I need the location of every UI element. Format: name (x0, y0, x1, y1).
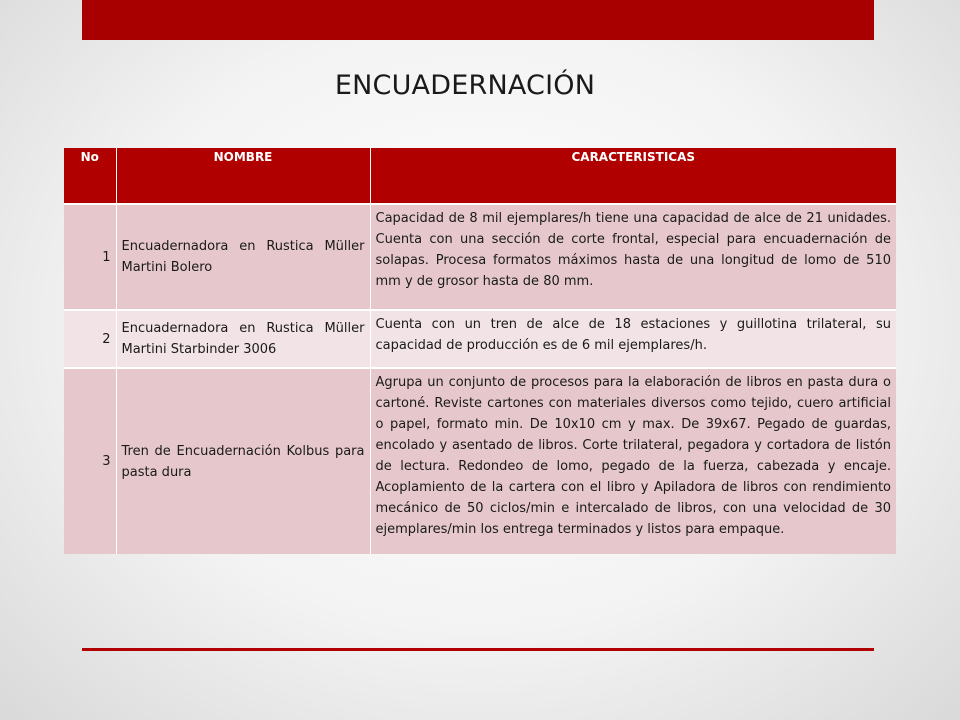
table-row (64, 204, 896, 310)
table-header-row (64, 148, 896, 204)
table-row (64, 310, 896, 368)
row-number: 2 (64, 310, 116, 368)
machine-characteristics: Agrupa un conjunto de procesos para la elaboración de libros en pasta dura o cartoné. Reviste cartones con materiales diversos como tejido, cuero artificial o papel, formato min. De 10x10 cm y max. De 39x67. Pegado de guardas, encolado y asentado de libros. Corte trilateral, pegadora y cortadora de listón de lectura. Redondeo de lomo, pegado de la fuerza, cabezada y encaje. Acoplamiento de la cartera con el libro y Apiladora de libros con rendimiento mecánico de 50 ciclos/min e intercalado de libros, con una velocidad de 30 ejemplares/min los entrega terminados y listos para empaque. (370, 368, 896, 554)
table-row (64, 368, 896, 554)
bottom-accent-line (82, 648, 874, 651)
machine-name: Encuadernadora en Rustica Müller Martini Bolero (116, 204, 370, 310)
slide-title: ENCUADERNACIÓN (334, 70, 596, 101)
machine-name: Encuadernadora en Rustica Müller Martini Starbinder 3006 (116, 310, 370, 368)
row-number: 1 (64, 204, 116, 310)
machine-name: Tren de Encuadernación Kolbus para pasta dura (116, 368, 370, 554)
machine-characteristics: Capacidad de 8 mil ejemplares/h tiene una capacidad de alce de 21 unidades. Cuenta con una sección de corte frontal, especial para encuadernación de solapas. Procesa formatos máximos hasta de una longitud de lomo de 510 mm y de grosor hasta de 80 mm. (370, 204, 896, 310)
header-no: No (64, 148, 116, 204)
row-number: 3 (64, 368, 116, 554)
encuadernacion-table (64, 148, 896, 554)
header-nombre: NOMBRE (116, 148, 370, 204)
machine-characteristics: Cuenta con un tren de alce de 18 estaciones y guillotina trilateral, su capacidad de producción es de 6 mil ejemplares/h. (370, 310, 896, 368)
top-accent-band (82, 0, 874, 40)
header-caracteristicas: CARACTERISTICAS (370, 148, 896, 204)
